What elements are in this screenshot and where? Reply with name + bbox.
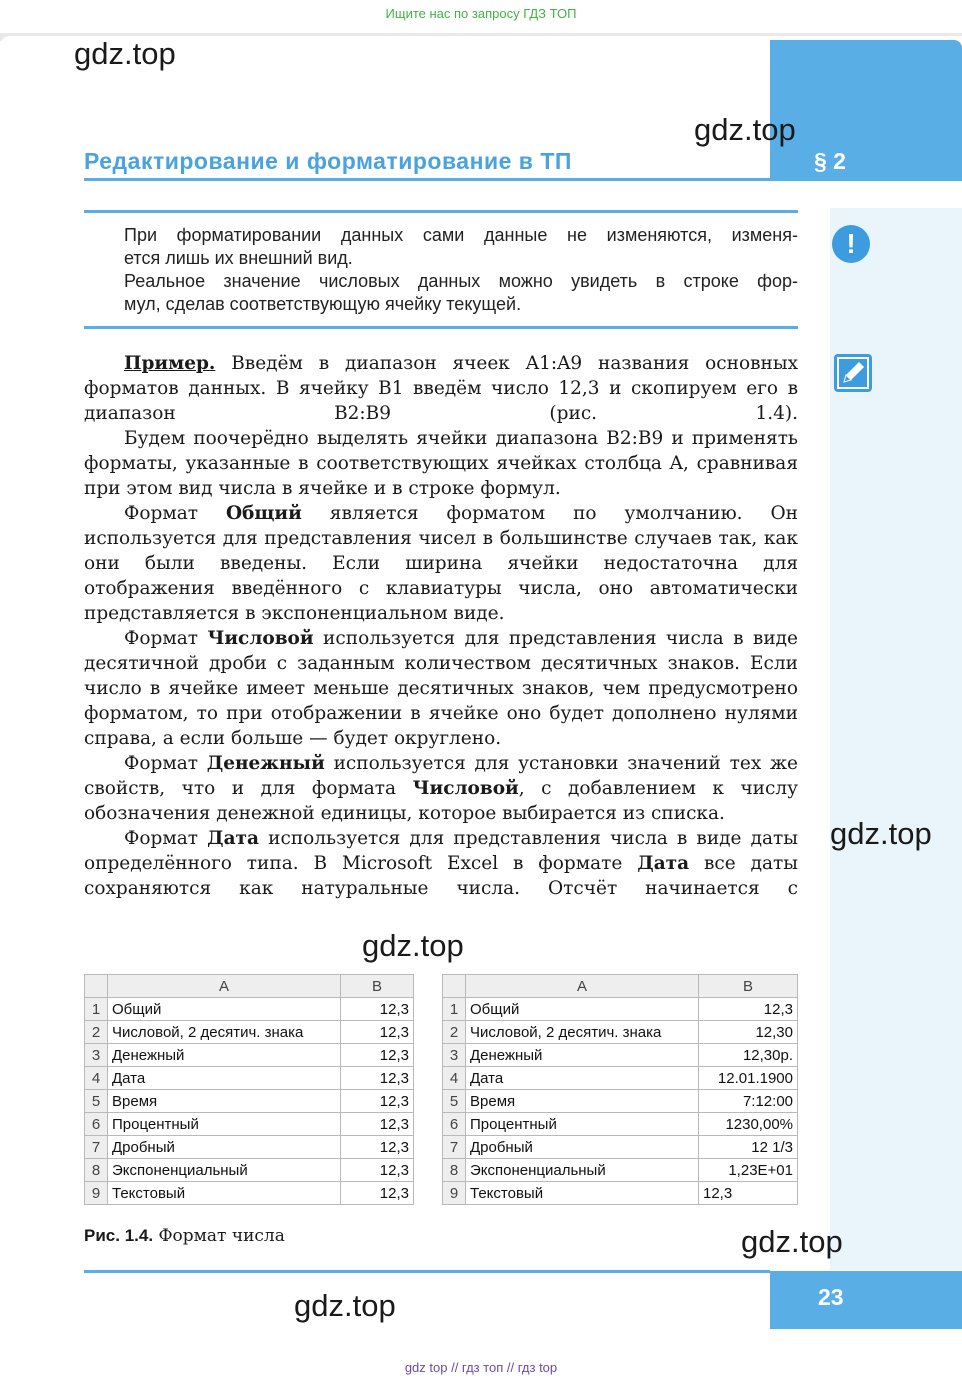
column-header-a: A: [108, 975, 341, 998]
format-name-cell: Дробный: [466, 1136, 699, 1159]
note-line: Реальное значение числовых данных можно увидеть в строке фор-: [124, 271, 798, 291]
watermark: gdz.top: [74, 36, 176, 71]
format-name-cell: Текстовый: [466, 1182, 699, 1205]
value-cell: 12,3: [699, 998, 798, 1021]
format-name-cell: Дробный: [108, 1136, 341, 1159]
format-name-cell: Время: [108, 1090, 341, 1113]
table-row: [443, 1090, 798, 1113]
paragraph: Формат Общий является форматом по умолчанию. Он используется для представления чисел в большинстве случаев так, как они были введены. Если ширина ячейки недостаточна для отображения введённого с клавиатуры числа, оно автоматически представляется в экспоненциальном виде.: [84, 503, 798, 624]
paragraph: Формат Дата используется для представления числа в виде даты определённого типа. В Microsoft Excel в формате Дата все даты сохраняются как натуральные числа. Отсчёт начинается с: [84, 828, 799, 899]
value-cell: 12,3: [341, 998, 414, 1021]
format-name-cell: Текстовый: [108, 1182, 341, 1205]
watermark: gdz.top: [830, 816, 932, 851]
value-cell: 12 1/3: [699, 1136, 798, 1159]
row-number: 6: [85, 1113, 108, 1136]
section-tab: [770, 40, 962, 181]
bottom-rule: [84, 1270, 770, 1273]
table-row: [85, 1136, 414, 1159]
row-number: 8: [443, 1159, 466, 1182]
value-cell: 12,3: [341, 1044, 414, 1067]
figure-caption: [84, 1226, 285, 1246]
row-number: 1: [443, 998, 466, 1021]
row-number: 7: [443, 1136, 466, 1159]
row-number: 2: [443, 1021, 466, 1044]
row-number: 3: [85, 1044, 108, 1067]
value-cell: 1,23E+01: [699, 1159, 798, 1182]
value-cell: 12,30р.: [699, 1044, 798, 1067]
top-banner[interactable]: Ищите нас по запросу ГДЗ ТОП: [385, 6, 577, 21]
format-name-cell: Процентный: [466, 1113, 699, 1136]
row-number: 9: [443, 1182, 466, 1205]
paragraph: Пример. Введём в диапазон ячеек A1:A9 названия основных форматов данных. В ячейку B1 введём число 12,3 и скопируем его в диапазон B2:B9 (рис. 1.4).: [84, 353, 798, 424]
table-row: [85, 1159, 414, 1182]
note-rule-bottom: [84, 326, 798, 329]
watermark: gdz.top: [694, 112, 796, 147]
note-line: мул, сделав соответствующую ячейку текущей.: [124, 294, 522, 314]
note-line: ется лишь их внешний вид.: [124, 248, 353, 268]
value-cell: 12,3: [341, 1182, 414, 1205]
table-row: [443, 1182, 798, 1205]
paragraph: Будем поочерёдно выделять ячейки диапазона B2:B9 и применять форматы, указанные в соответствующих ячейках столбца A, сравнивая при этом вид числа в ячейке и в строке формул.: [84, 428, 798, 499]
value-cell: 12,30: [699, 1021, 798, 1044]
note-box: [124, 224, 798, 316]
spreadsheet-before: [84, 974, 414, 1205]
paragraph: Формат Денежный используется для установки значений тех же свойств, что и для формата Числовой, с добавлением к числу обозначения денежной единицы, которое выбирается из списка.: [84, 753, 798, 824]
row-number: 5: [85, 1090, 108, 1113]
watermark: gdz.top: [294, 1288, 396, 1323]
format-name-cell: Экспоненциальный: [108, 1159, 341, 1182]
table-row: [443, 1113, 798, 1136]
value-cell: 12,3: [341, 1021, 414, 1044]
format-name-cell: Денежный: [108, 1044, 341, 1067]
note-rule-top: [84, 210, 798, 213]
value-cell: 7:12:00: [699, 1090, 798, 1113]
value-cell: 12,3: [699, 1182, 798, 1205]
format-name-cell: Экспоненциальный: [466, 1159, 699, 1182]
row-number: 6: [443, 1113, 466, 1136]
title-rule: [84, 178, 770, 181]
table-row: [443, 1136, 798, 1159]
format-name-cell: Общий: [108, 998, 341, 1021]
table-row: [85, 1021, 414, 1044]
caption-label: Рис. 1.4.: [84, 1226, 154, 1245]
spreadsheet-after: [442, 974, 798, 1205]
footer-link[interactable]: gdz top // гдз топ // гдз top: [404, 1360, 558, 1375]
page-number-tab: [770, 1271, 962, 1329]
row-number: 1: [85, 998, 108, 1021]
column-header-b: B: [341, 975, 414, 998]
table-row: [85, 1182, 414, 1205]
section-number: § 2: [814, 148, 846, 174]
format-name-cell: Дата: [466, 1067, 699, 1090]
watermark: gdz.top: [362, 928, 464, 963]
value-cell: 12.01.1900: [699, 1067, 798, 1090]
caption-text: Формат числа: [153, 1226, 285, 1246]
note-line: При форматировании данных сами данные не изменяются, изменя-: [124, 225, 798, 245]
table-row: [443, 998, 798, 1021]
table-row: [85, 998, 414, 1021]
table-row: [443, 1021, 798, 1044]
table-row: [85, 1067, 414, 1090]
row-number: 8: [85, 1159, 108, 1182]
corner-cell: [443, 975, 466, 998]
row-number: 4: [85, 1067, 108, 1090]
page-number: 23: [818, 1284, 844, 1310]
table-row: [443, 1067, 798, 1090]
pencil-icon: [834, 354, 872, 392]
format-name-cell: Процентный: [108, 1113, 341, 1136]
watermark: gdz.top: [741, 1224, 843, 1259]
paragraph: Формат Числовой используется для представления числа в виде десятичной дроби с заданным количеством десятичных знаков. Если число в ячейке имеет меньше десятичных знаков, чем предусмотрено форматом, то при отображении в ячейке оно будет дополнено нулями справа, а если больше — будет округлено.: [84, 628, 799, 749]
section-title: Редактирование и форматирование в ТП: [84, 148, 572, 174]
table-row: [443, 1159, 798, 1182]
table-row: [85, 1090, 414, 1113]
format-name-cell: Числовой, 2 десятич. знака: [466, 1021, 699, 1044]
example-label: Пример.: [124, 353, 216, 374]
body-text: [84, 351, 798, 901]
table-row: [85, 1113, 414, 1136]
corner-cell: [85, 975, 108, 998]
exclamation-icon: !: [832, 225, 870, 263]
row-number: 5: [443, 1090, 466, 1113]
row-number: 7: [85, 1136, 108, 1159]
value-cell: 12,3: [341, 1090, 414, 1113]
row-number: 4: [443, 1067, 466, 1090]
table-row: [85, 1044, 414, 1067]
value-cell: 12,3: [341, 1067, 414, 1090]
value-cell: 12,3: [341, 1113, 414, 1136]
row-number: 9: [85, 1182, 108, 1205]
column-header-a: A: [466, 975, 699, 998]
column-header-b: B: [699, 975, 798, 998]
format-name-cell: Дата: [108, 1067, 341, 1090]
format-name-cell: Время: [466, 1090, 699, 1113]
format-name-cell: Общий: [466, 998, 699, 1021]
format-name-cell: Денежный: [466, 1044, 699, 1067]
value-cell: 12,3: [341, 1136, 414, 1159]
value-cell: 1230,00%: [699, 1113, 798, 1136]
row-number: 2: [85, 1021, 108, 1044]
table-row: [443, 1044, 798, 1067]
format-name-cell: Числовой, 2 десятич. знака: [108, 1021, 341, 1044]
row-number: 3: [443, 1044, 466, 1067]
value-cell: 12,3: [341, 1159, 414, 1182]
